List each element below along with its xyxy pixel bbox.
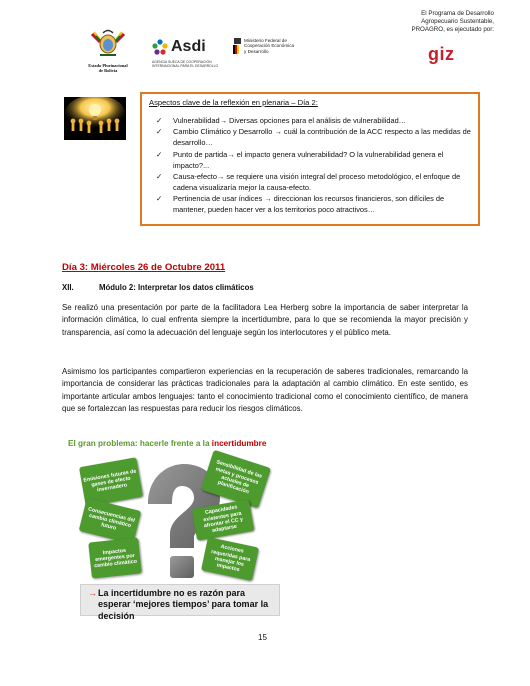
germany-ministry-text — [244, 38, 294, 54]
asdi-subtitle — [152, 60, 222, 68]
program-line: El Programa de Desarrollo — [421, 10, 494, 17]
program-line: Agropecuario Sustentable, — [421, 18, 494, 25]
germany-text-line: Cooperación Económica — [244, 43, 295, 49]
figure-title-prefix: El gran problema: hacerle frente a la — [68, 439, 212, 448]
figure-card: Acciones requeridas para manejar los impactos — [201, 537, 259, 581]
bolivia-caption-line: Estado Plurinacional — [88, 63, 128, 68]
checkmark-icon: ✓ — [156, 127, 163, 137]
bolivia-logo — [82, 28, 134, 73]
reflection-list — [156, 116, 474, 217]
day-heading: Día 3: Miércoles 26 de Octubre 2011 — [62, 262, 226, 273]
asdi-subtitle-line: AGENCIA SUECA DE COOPERACIÓN — [152, 60, 212, 64]
figure-title — [68, 439, 266, 448]
figure-card: Emisiones futuras de gases de efecto invernadero — [79, 457, 143, 506]
list-item-text: Causa-efecto→ se requiere una visión integral del proceso metodológico, el enfoque de cadena visualizaría mejor la causa-efecto. — [173, 172, 461, 192]
bolivia-coat-of-arms-icon — [88, 28, 128, 58]
germany-text-line: y Desarrollo — [244, 48, 269, 54]
figure-title-highlight: incertidumbre — [211, 439, 267, 448]
asdi-emblem-icon — [150, 38, 170, 58]
asdi-subtitle-line: INTERNACIONAL PARA EL DESARROLLO — [152, 64, 219, 68]
list-item-text: Pertinencia de usar índices → direccionan los recursos financieros, son difíciles de mantener, pueden hacer ver a los territorios poco atractivos… — [173, 194, 445, 215]
module-heading — [62, 283, 254, 292]
lightbulb-people-image — [64, 97, 126, 140]
list-item — [156, 172, 474, 194]
bolivia-caption-line: de Bolivia — [98, 68, 118, 73]
germany-text-line: Ministerio Federal de — [244, 38, 287, 43]
list-item — [156, 116, 474, 127]
figure-card: Sensibilidad de las metas y procesos actuales de planificación — [201, 450, 271, 508]
asdi-wordmark: Asdi — [171, 38, 206, 55]
list-item — [156, 194, 474, 216]
list-item-text: Vulnerabilidad→ Diversas opciones para el análisis de vulnerabilidad… — [173, 116, 407, 125]
list-item-text: Punto de partida→ el impacto genera vulnerabilidad? O la vulnerabilidad genera el impacto?... — [173, 149, 444, 170]
page-number: 15 — [258, 633, 267, 642]
german-eagle-flag-icon — [233, 38, 242, 54]
paragraph: Se realizó una presentación por parte de la facilitadora Lea Herberg sobre la importancia de saber interpretar la información climática, lo cual enfrenta siempre la incertidumbre, para lo que se recomienda la mayor precisión y transparencia, así como la adecuación del lenguaje según los interlocutores y el público meta. — [62, 303, 468, 337]
figure-card: Impactos emergentes por cambio climático — [88, 537, 141, 578]
giz-logo: giz — [428, 44, 455, 64]
arrow-right-icon: → — [88, 588, 97, 598]
reflection-box-title: Aspectos clave de la reflexión en plenaria – Día 2: — [149, 98, 318, 107]
banner-text: La incertidumbre no es razón para esperar ‘mejores tiempos’ para tomar la decisión — [98, 588, 269, 621]
checkmark-icon: ✓ — [156, 149, 163, 159]
checkmark-icon: ✓ — [156, 116, 163, 125]
program-line: PROAGRO, es ejecutado por: — [411, 26, 494, 33]
reflection-box — [140, 92, 480, 226]
list-item — [156, 150, 474, 172]
module-number: XII. — [62, 283, 74, 292]
module-title: Módulo 2: Interpretar los datos climáticos — [99, 283, 254, 292]
list-item-text: Cambio Climático y Desarrollo → cuál la contribución de la ACC respecto a las medidas de desarrollo… — [173, 127, 471, 148]
program-statement — [336, 10, 494, 34]
lightbulb-icon — [64, 97, 126, 140]
checkmark-icon: ✓ — [156, 194, 163, 204]
list-item — [156, 127, 474, 149]
checkmark-icon: ✓ — [156, 172, 163, 182]
uncertainty-banner — [80, 584, 280, 621]
uncertainty-figure — [70, 452, 280, 582]
paragraph: Asimismo los participantes compartieron experiencias en la recuperación de saberes tradicionales, remarcando la importancia de considerar las prácticas tradicionales para la adaptación al cambio climático. En este sentido, es importante articular ambos lenguajes: tanto el conocimiento tradicional como el conocimiento científico, de manera que se fortalezcan las respuestas para reducir los riesgos climáticos. — [62, 367, 468, 414]
figure-card: Capacidades existentes para afrontar el CC y adaptarse — [192, 499, 255, 541]
figure-card: Consecuencias del cambio climático futuro — [79, 498, 142, 545]
